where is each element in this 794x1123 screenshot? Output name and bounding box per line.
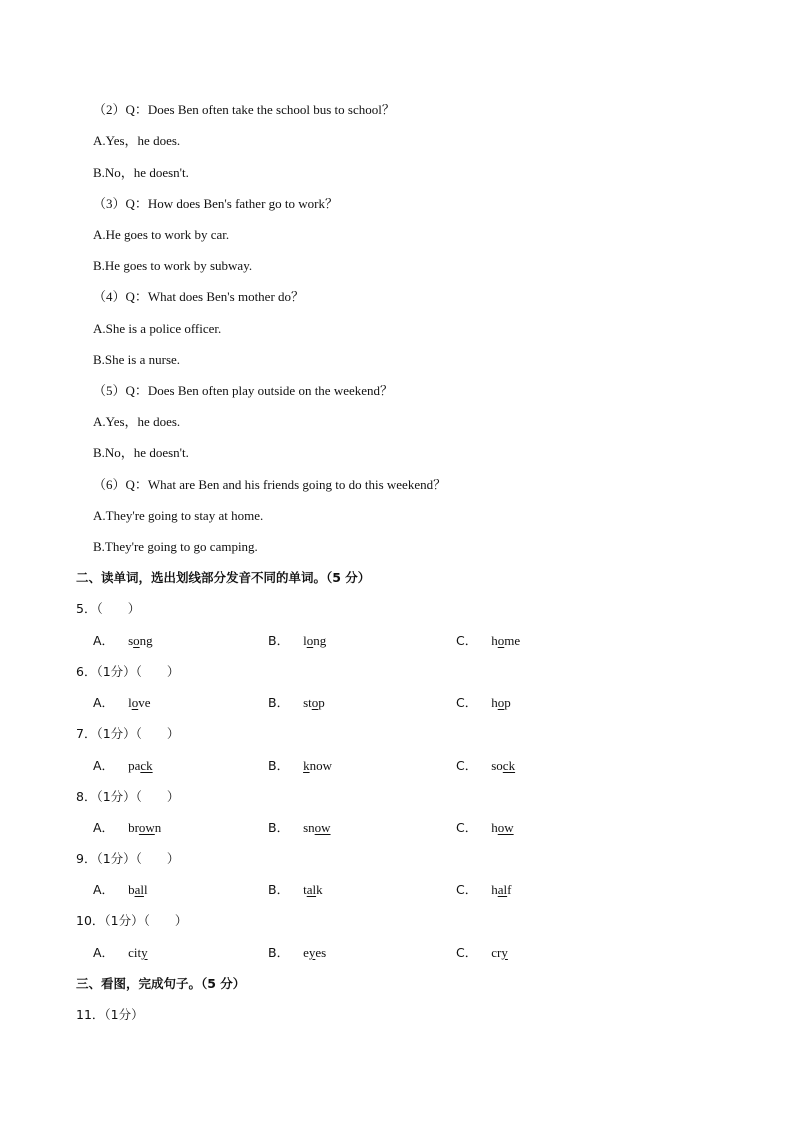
word-option-c bbox=[456, 758, 515, 774]
word-part: ng bbox=[313, 633, 327, 648]
word-part: s bbox=[128, 633, 134, 648]
underlined-part: al bbox=[306, 882, 317, 897]
question-2-option-a: A.Yes，he does. bbox=[93, 133, 181, 148]
word-item-number: 10．（1分）（ ） bbox=[76, 913, 188, 928]
word-part: f bbox=[507, 882, 512, 897]
question-6-option-a: A.They're going to stay at home. bbox=[93, 508, 264, 523]
question-3-option-a: A.He goes to work by car. bbox=[93, 227, 230, 242]
word-item-number: 5．（ ） bbox=[76, 601, 141, 616]
option-word bbox=[128, 695, 150, 710]
question-3-option-b: B.He goes to work by subway. bbox=[93, 258, 253, 273]
question-2-option-b: B.No，he doesn't. bbox=[93, 165, 189, 180]
word-part: cit bbox=[128, 945, 142, 960]
underlined-part: o bbox=[497, 633, 505, 648]
word-part: p bbox=[504, 695, 511, 710]
underlined-part: y bbox=[308, 945, 316, 960]
word-part: n bbox=[154, 820, 162, 835]
word-item-number: 9．（1分）（ ） bbox=[76, 851, 180, 866]
question-2: （2）Q：Does Ben often take the school bus to school？ bbox=[93, 102, 395, 117]
underlined-part: y bbox=[501, 945, 508, 960]
option-letter: C． bbox=[456, 882, 478, 897]
word-option-c bbox=[456, 820, 514, 836]
word-option-c bbox=[456, 945, 508, 961]
option-word bbox=[128, 882, 148, 897]
underlined-part: o bbox=[131, 695, 139, 710]
option-letter: B． bbox=[268, 945, 290, 960]
option-word bbox=[303, 695, 325, 710]
option-letter: B． bbox=[268, 820, 290, 835]
word-part: es bbox=[315, 945, 327, 960]
option-word bbox=[491, 882, 511, 897]
item-11: 11．（1分） bbox=[76, 1007, 144, 1022]
word-option-b bbox=[268, 945, 326, 961]
word-option-a bbox=[93, 820, 161, 836]
underlined-part: ow bbox=[138, 820, 155, 835]
question-3: （3）Q：How does Ben's father go to work？ bbox=[93, 196, 338, 211]
word-part: me bbox=[504, 633, 521, 648]
option-letter: C． bbox=[456, 820, 478, 835]
option-word bbox=[128, 945, 148, 960]
word-option-c bbox=[456, 633, 520, 649]
word-option-a bbox=[93, 695, 150, 711]
word-part: so bbox=[491, 758, 503, 773]
underlined-part: ck bbox=[140, 758, 153, 773]
option-word bbox=[303, 633, 326, 648]
underlined-part: y bbox=[141, 945, 148, 960]
option-letter: B． bbox=[268, 882, 290, 897]
question-5-option-a: A.Yes，he does. bbox=[93, 414, 181, 429]
word-part: ve bbox=[138, 695, 151, 710]
word-part: b bbox=[128, 882, 135, 897]
word-part: pa bbox=[128, 758, 141, 773]
word-part: e bbox=[303, 945, 309, 960]
underlined-part: o bbox=[311, 695, 319, 710]
underlined-part: al bbox=[134, 882, 144, 897]
option-letter: A． bbox=[93, 633, 115, 648]
option-letter: A． bbox=[93, 820, 115, 835]
option-word bbox=[303, 945, 326, 960]
word-part: p bbox=[318, 695, 325, 710]
section-2-title: 二、读单词，选出划线部分发音不同的单词。（5 分） bbox=[76, 570, 371, 585]
option-word bbox=[491, 633, 520, 648]
word-part: h bbox=[491, 695, 498, 710]
word-item-number: 7．（1分）（ ） bbox=[76, 726, 180, 741]
option-letter: C． bbox=[456, 633, 478, 648]
word-option-a bbox=[93, 758, 153, 774]
option-letter: B． bbox=[268, 695, 290, 710]
option-letter: C． bbox=[456, 758, 478, 773]
word-option-a bbox=[93, 945, 148, 961]
option-word bbox=[491, 820, 513, 835]
word-option-b bbox=[268, 882, 323, 898]
option-letter: B． bbox=[268, 758, 290, 773]
word-part: st bbox=[303, 695, 312, 710]
word-option-b bbox=[268, 695, 325, 711]
word-part: t bbox=[303, 882, 307, 897]
word-option-a bbox=[93, 882, 148, 898]
option-letter: C． bbox=[456, 945, 478, 960]
word-part: h bbox=[491, 633, 498, 648]
question-4-option-a: A.She is a police officer. bbox=[93, 321, 222, 336]
option-letter: A． bbox=[93, 695, 115, 710]
option-word bbox=[128, 820, 161, 835]
option-letter: A． bbox=[93, 882, 115, 897]
section-3-title: 三、看图，完成句子。（5 分） bbox=[76, 976, 246, 991]
underlined-part: al bbox=[497, 882, 508, 897]
word-option-c bbox=[456, 695, 511, 711]
option-word bbox=[303, 820, 330, 835]
word-part: l bbox=[303, 633, 307, 648]
underlined-part: ck bbox=[502, 758, 516, 773]
option-letter: B． bbox=[268, 633, 290, 648]
question-6: （6）Q：What are Ben and his friends going to do this weekend？ bbox=[93, 477, 447, 492]
word-option-a bbox=[93, 633, 153, 649]
word-part: cr bbox=[491, 945, 502, 960]
option-word bbox=[491, 945, 508, 960]
word-part: l bbox=[128, 695, 132, 710]
option-word bbox=[128, 758, 153, 773]
underlined-part: ow bbox=[314, 820, 331, 835]
underlined-part: k bbox=[303, 758, 310, 773]
option-letter: A． bbox=[93, 758, 115, 773]
question-4: （4）Q：What does Ben's mother do？ bbox=[93, 289, 305, 304]
word-part: ng bbox=[139, 633, 153, 648]
option-word bbox=[128, 633, 153, 648]
word-option-b bbox=[268, 820, 331, 836]
question-4-option-b: B.She is a nurse. bbox=[93, 352, 181, 367]
question-5-option-b: B.No，he doesn't. bbox=[93, 445, 189, 460]
word-item-number: 6．（1分）（ ） bbox=[76, 664, 180, 679]
word-part: sn bbox=[303, 820, 315, 835]
underlined-part: o bbox=[497, 695, 505, 710]
word-part: br bbox=[128, 820, 139, 835]
word-part: h bbox=[491, 882, 498, 897]
word-option-b bbox=[268, 633, 326, 649]
word-part: h bbox=[491, 820, 498, 835]
option-letter: C． bbox=[456, 695, 478, 710]
word-part: l bbox=[143, 882, 148, 897]
word-part: k bbox=[316, 882, 323, 897]
question-6-option-b: B.They're going to go camping. bbox=[93, 539, 258, 554]
question-5: （5）Q：Does Ben often play outside on the weekend？ bbox=[93, 383, 394, 398]
underlined-part: ow bbox=[497, 820, 514, 835]
option-word bbox=[303, 882, 323, 897]
option-letter: A． bbox=[93, 945, 115, 960]
option-word bbox=[303, 758, 332, 773]
option-word bbox=[491, 695, 511, 710]
word-option-c bbox=[456, 882, 511, 898]
underlined-part: o bbox=[133, 633, 140, 648]
word-item-number: 8．（1分）（ ） bbox=[76, 789, 180, 804]
underlined-part: o bbox=[306, 633, 314, 648]
option-word bbox=[491, 758, 515, 773]
word-part: now bbox=[309, 758, 332, 773]
word-option-b bbox=[268, 758, 332, 774]
